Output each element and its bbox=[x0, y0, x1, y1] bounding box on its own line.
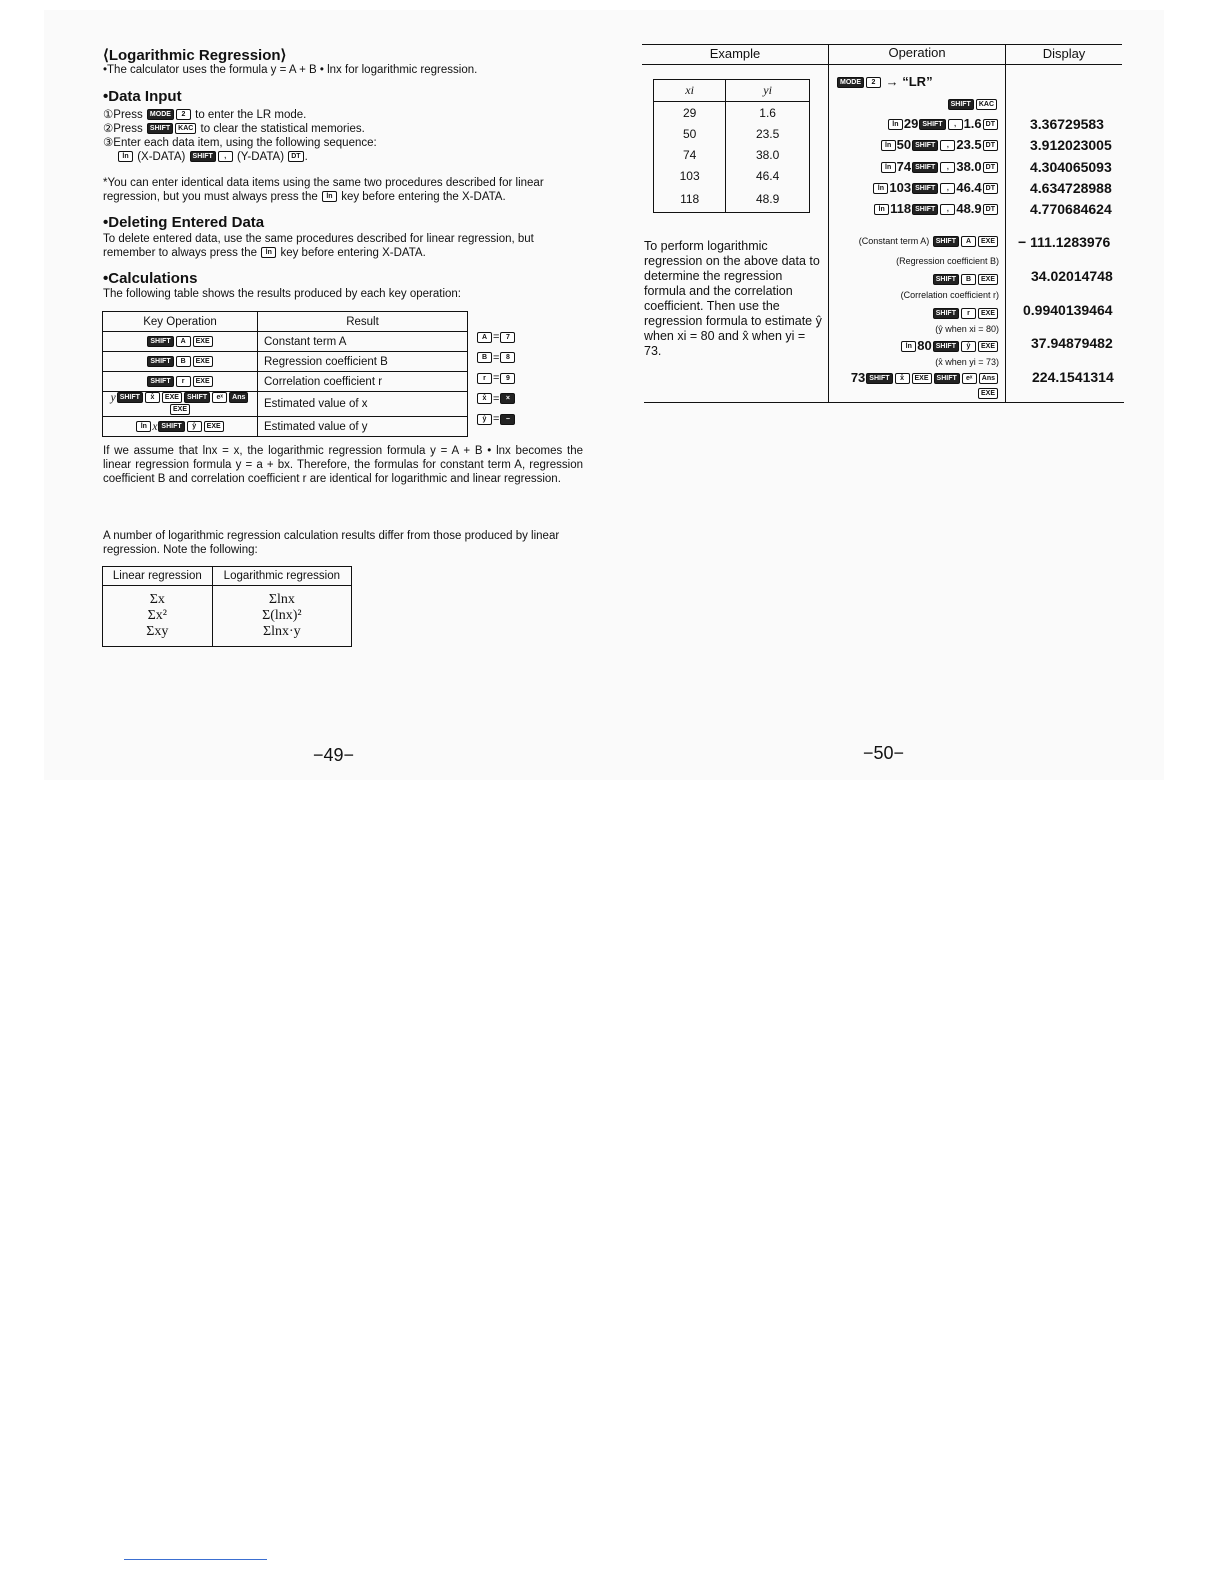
bottom-rule bbox=[644, 402, 1124, 403]
data-input-heading: •Data Input bbox=[103, 88, 182, 105]
calc-key: EXE bbox=[162, 392, 182, 403]
calc-key: r bbox=[176, 376, 191, 387]
data-row bbox=[654, 102, 810, 124]
column-divider-2 bbox=[1005, 44, 1006, 402]
result-cell: Correlation coefficient r bbox=[258, 372, 468, 392]
equals-sign: = bbox=[493, 331, 500, 343]
key-sequence bbox=[103, 417, 258, 437]
ans-key: Ans bbox=[979, 373, 998, 384]
const-operation: (Constant term A) SHIFT A EXE bbox=[836, 236, 999, 247]
calc-key: x̂ bbox=[477, 393, 492, 404]
shift-key: SHIFT bbox=[912, 183, 938, 194]
page-number-right: −50− bbox=[863, 743, 905, 763]
yhat-display: 37.94879482 bbox=[1031, 335, 1113, 351]
ln-key: ln bbox=[261, 247, 276, 258]
exe-key: EXE bbox=[978, 388, 998, 399]
dt-key: DT bbox=[288, 151, 303, 162]
exe-key: EXE bbox=[978, 341, 998, 352]
regr-label: (Regression coefficient B) bbox=[896, 256, 999, 266]
col-result: Result bbox=[258, 312, 468, 332]
result-cell: Constant term A bbox=[258, 332, 468, 352]
equals-sign: = bbox=[493, 392, 500, 405]
ln-key: ln bbox=[881, 140, 896, 151]
x-value: 50 bbox=[896, 137, 912, 153]
regr-operation bbox=[836, 271, 999, 289]
xhat-key: x̂ bbox=[895, 373, 910, 384]
data-cell: 103 bbox=[654, 165, 726, 186]
result-cell: Estimated value of x bbox=[258, 392, 468, 417]
key-equivalent bbox=[476, 393, 526, 414]
calc-key: SHIFT bbox=[184, 392, 210, 403]
example-description: To perform logarithmic regression on the above data to determine the regression formula and the correlation coefficient. Then use the regression formula to estimate ŷ when xi = 80 and x̂ when yi = 73. bbox=[644, 239, 822, 358]
step-3: ③Enter each data item, using the following sequence: bbox=[103, 137, 377, 149]
key-2: 2 bbox=[176, 109, 191, 120]
equals-sign: = bbox=[493, 372, 500, 384]
entry-display: 4.304065093 bbox=[1030, 158, 1112, 175]
section-title: ⟨Logarithmic Regression⟩ bbox=[103, 47, 287, 64]
calc-key: EXE bbox=[193, 376, 213, 387]
xhat-display: 224.1541314 bbox=[1032, 369, 1114, 385]
footer-link-rule bbox=[124, 1559, 267, 1560]
key-equivalent bbox=[476, 352, 526, 373]
ln-key: ln bbox=[322, 191, 337, 202]
ln-key: ln bbox=[888, 119, 903, 130]
step-2: ②Press SHIFT KAC to clear the statistical memories. bbox=[103, 123, 365, 135]
data-cell: 48.9 bbox=[726, 186, 810, 213]
xhat-label: (x̂ when yi = 73) bbox=[935, 357, 999, 367]
shift-key: SHIFT bbox=[948, 99, 974, 110]
shift-key: SHIFT bbox=[933, 274, 959, 285]
shift-key: SHIFT bbox=[866, 373, 892, 384]
exp-key: eˣ bbox=[962, 373, 977, 384]
comparison-table bbox=[102, 566, 352, 647]
col-logarithmic-regression: Logarithmic regression bbox=[212, 567, 351, 586]
exe-key: EXE bbox=[978, 308, 998, 319]
deleting-text: To delete entered data, use the same procedures described for linear regression, but remember to always press the ln key before entering X-DATA. bbox=[103, 233, 534, 259]
x-value: 118 bbox=[890, 201, 912, 217]
regr-display: 34.02014748 bbox=[1031, 268, 1113, 284]
y-value: 48.9 bbox=[956, 201, 982, 217]
calc-key: SHIFT bbox=[117, 392, 143, 403]
data-cell: 74 bbox=[654, 144, 726, 165]
key-equivalents bbox=[476, 331, 526, 434]
shift-key: SHIFT bbox=[919, 119, 945, 130]
key-sequence bbox=[103, 352, 258, 372]
calc-key: A bbox=[176, 336, 191, 347]
r-key: r bbox=[961, 308, 976, 319]
entry-display: 3.912023005 bbox=[1030, 137, 1112, 154]
data-row bbox=[654, 123, 810, 144]
shift-key: SHIFT bbox=[934, 373, 960, 384]
ln-key: ln bbox=[874, 204, 889, 215]
calc-key: × bbox=[500, 393, 515, 404]
key-sequence bbox=[103, 392, 258, 417]
comma-key: , bbox=[218, 151, 233, 162]
shift-key: SHIFT bbox=[912, 204, 938, 215]
shift-key: SHIFT bbox=[933, 236, 959, 247]
shift-key: SHIFT bbox=[933, 341, 959, 352]
step-3-sequence: ln (X-DATA) SHIFT , (Y-DATA) DT . bbox=[103, 150, 583, 164]
a-key: A bbox=[961, 236, 976, 247]
yhat-key: ŷ bbox=[961, 341, 976, 352]
calc-key: 9 bbox=[500, 373, 515, 384]
shift-key: SHIFT bbox=[933, 308, 959, 319]
identical-note: *You can enter identical data items using the same two procedures described for linear regression, but you must always press the ln key before entering the X-DATA. bbox=[103, 177, 544, 203]
comma-key: , bbox=[940, 140, 955, 151]
comma-key: , bbox=[940, 183, 955, 194]
calculations-text: The following table shows the results produced by each key operation: bbox=[103, 288, 461, 300]
key-operation-row bbox=[103, 352, 468, 372]
calc-key: y bbox=[110, 392, 116, 404]
key-operation-row bbox=[103, 392, 468, 417]
paragraph-assume: If we assume that lnx = x, the logarithmic regression formula y = A + B • lnx becomes the linear regression formula y = a + bx. Therefore, the formulas for constant term A, regression coefficient B and correlation coefficient r are identical for logarithmic and linear regression. bbox=[103, 445, 583, 485]
data-cell: 23.5 bbox=[726, 123, 810, 144]
x-value: 29 bbox=[903, 116, 919, 131]
kac-key: KAC bbox=[976, 99, 997, 110]
calc-key: A bbox=[477, 332, 492, 343]
calc-key: ŷ bbox=[477, 414, 492, 425]
col-yi: yi bbox=[726, 80, 810, 102]
data-cell: 50 bbox=[654, 123, 726, 144]
mode-operation: MODE 2 → “LR” bbox=[836, 74, 933, 89]
key-2: 2 bbox=[866, 77, 881, 88]
y-value: 23.5 bbox=[956, 137, 982, 153]
key-equivalent bbox=[476, 413, 526, 434]
key-operation-row bbox=[103, 417, 468, 437]
data-row bbox=[654, 165, 810, 186]
data-cell: 118 bbox=[654, 186, 726, 213]
y-value: 46.4 bbox=[956, 179, 982, 195]
comma-key: , bbox=[940, 162, 955, 173]
exe-key: EXE bbox=[978, 236, 998, 247]
calc-key: Ans bbox=[229, 392, 248, 403]
x-value: 103 bbox=[889, 179, 912, 195]
key-operation-table bbox=[102, 311, 468, 437]
step-1: ①Press MODE 2 to enter the LR mode. bbox=[103, 109, 307, 121]
log-formulas: Σlnx Σ(lnx)² Σlnx·y bbox=[212, 586, 351, 647]
clear-operation bbox=[836, 96, 998, 114]
data-cell: 46.4 bbox=[726, 165, 810, 186]
entry-operation bbox=[887, 116, 999, 131]
result-cell: Estimated value of y bbox=[258, 417, 468, 437]
const-display: − 111.1283976 bbox=[1018, 234, 1111, 250]
shift-key: SHIFT bbox=[912, 140, 938, 151]
entry-display: 4.634728988 bbox=[1030, 179, 1112, 196]
calc-key: − bbox=[500, 414, 515, 425]
page-number-left: −49− bbox=[313, 745, 355, 765]
entry-operation bbox=[880, 137, 999, 152]
calc-key: EXE bbox=[193, 336, 213, 347]
x-value: 74 bbox=[896, 158, 912, 174]
ln-key: ln bbox=[873, 183, 888, 194]
header-example: Example bbox=[709, 46, 761, 61]
header-display: Display bbox=[1042, 46, 1086, 61]
corr-display: 0.9940139464 bbox=[1023, 302, 1113, 318]
linear-formulas: Σx Σx² Σxy bbox=[103, 586, 213, 647]
calculations-heading: •Calculations bbox=[103, 270, 198, 287]
entry-operations bbox=[836, 116, 999, 226]
data-input-steps bbox=[103, 108, 583, 164]
corr-operation bbox=[836, 305, 999, 323]
header-rule-bottom bbox=[642, 64, 1122, 65]
shift-key: SHIFT bbox=[912, 162, 938, 173]
entry-display: 4.770684624 bbox=[1030, 201, 1112, 218]
calc-key: ŷ bbox=[187, 421, 202, 432]
key-equivalent bbox=[476, 331, 526, 352]
intro-text: •The calculator uses the formula y = A + B • lnx for logarithmic regression. bbox=[103, 64, 478, 76]
ln-key: ln bbox=[881, 162, 896, 173]
yhat-label: (ŷ when xi = 80) bbox=[935, 324, 999, 334]
shift-key: SHIFT bbox=[147, 123, 173, 134]
entry-displays bbox=[1030, 116, 1130, 226]
exe-key: EXE bbox=[978, 274, 998, 285]
dt-key: DT bbox=[983, 183, 998, 194]
entry-operation bbox=[880, 159, 999, 174]
y-value: 38.0 bbox=[956, 158, 982, 174]
entry-operation bbox=[873, 201, 999, 216]
key-sequence bbox=[103, 372, 258, 392]
dt-key: DT bbox=[983, 204, 998, 215]
column-divider-1 bbox=[828, 44, 829, 402]
ln-key: ln bbox=[118, 151, 133, 162]
calc-key: eˣ bbox=[212, 392, 227, 403]
data-cell: 29 bbox=[654, 102, 726, 124]
data-row bbox=[654, 144, 810, 165]
calc-key: SHIFT bbox=[147, 336, 173, 347]
calc-key: B bbox=[176, 356, 191, 367]
calc-key: r bbox=[477, 373, 492, 384]
calc-key: SHIFT bbox=[147, 376, 173, 387]
key-operation-row bbox=[103, 332, 468, 352]
calc-key: EXE bbox=[170, 404, 190, 415]
shift-key: SHIFT bbox=[190, 151, 216, 162]
calc-key: EXE bbox=[204, 421, 224, 432]
result-cell: Regression coefficient B bbox=[258, 352, 468, 372]
key-equivalent bbox=[476, 372, 526, 393]
calc-key: EXE bbox=[193, 356, 213, 367]
dt-key: DT bbox=[983, 140, 998, 151]
dt-key: DT bbox=[983, 162, 998, 173]
equals-sign: = bbox=[493, 351, 500, 364]
calc-key: B bbox=[477, 352, 492, 363]
calc-key: SHIFT bbox=[147, 356, 173, 367]
calc-key: SHIFT bbox=[158, 421, 184, 432]
paragraph-differ: A number of logarithmic regression calculation results differ from those produced by linear regression. Note the following: bbox=[103, 530, 560, 556]
calc-key: 8 bbox=[500, 352, 515, 363]
calc-key: x̂ bbox=[145, 392, 160, 403]
col-xi: xi bbox=[654, 80, 726, 102]
entry-display: 3.36729583 bbox=[1030, 116, 1104, 132]
calc-key: x bbox=[152, 420, 158, 433]
comma-key: , bbox=[940, 204, 955, 215]
col-linear-regression: Linear regression bbox=[103, 567, 213, 586]
b-key: B bbox=[961, 274, 976, 285]
y-value: 1.6 bbox=[963, 116, 982, 131]
calc-key: 7 bbox=[500, 332, 515, 343]
calc-key: ln bbox=[136, 421, 151, 432]
data-table bbox=[653, 79, 810, 213]
dt-key: DT bbox=[983, 119, 998, 130]
header-operation: Operation bbox=[888, 45, 946, 60]
mode-key: MODE bbox=[147, 109, 174, 120]
xhat-operation: 73 SHIFT x̂ EXE SHIFT eˣ AnsEXE bbox=[836, 370, 999, 400]
comma-key: , bbox=[948, 119, 963, 130]
data-cell: 1.6 bbox=[726, 102, 810, 124]
kac-key: KAC bbox=[175, 123, 196, 134]
data-row bbox=[654, 186, 810, 213]
exe-key: EXE bbox=[912, 373, 932, 384]
deleting-heading: •Deleting Entered Data bbox=[103, 214, 265, 231]
entry-operation bbox=[872, 180, 999, 195]
equals-sign: = bbox=[493, 413, 500, 425]
col-key-operation: Key Operation bbox=[103, 312, 258, 332]
key-operation-row bbox=[103, 372, 468, 392]
corr-label: (Correlation coefficient r) bbox=[900, 290, 999, 300]
yhat-operation: ln 80 SHIFT ŷ EXE bbox=[836, 338, 999, 353]
data-cell: 38.0 bbox=[726, 144, 810, 165]
mode-key: MODE bbox=[837, 77, 864, 88]
ln-key: ln bbox=[901, 341, 916, 352]
key-sequence bbox=[103, 332, 258, 352]
